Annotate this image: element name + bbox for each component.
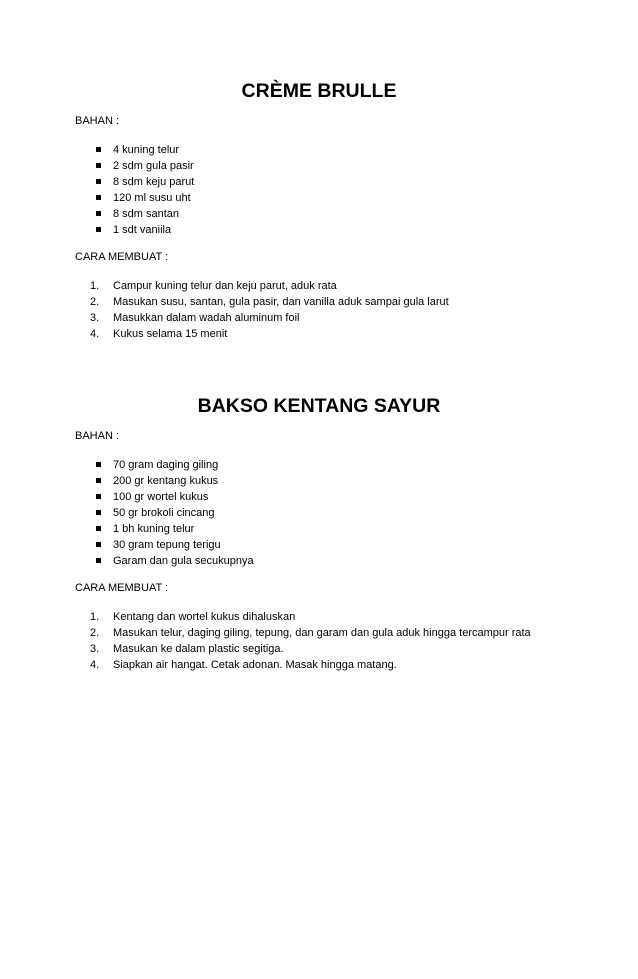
steps-label: CARA MEMBUAT :	[75, 251, 169, 263]
list-item	[75, 609, 563, 625]
bullet-icon	[96, 195, 101, 200]
list-item	[75, 278, 563, 294]
recipe-creme-brulle	[75, 78, 563, 342]
bullet-icon	[96, 558, 101, 563]
bullet-icon	[96, 510, 101, 515]
recipe-bakso-kentang-sayur	[75, 393, 563, 673]
step-text: Kukus selama 15 menit	[113, 328, 228, 340]
ingredient-text: 30 gram tepung terigu	[113, 539, 221, 551]
list-item	[75, 222, 563, 238]
ingredient-text: 120 ml susu uht	[113, 192, 191, 204]
step-number: 1.	[90, 280, 100, 292]
ingredients-list	[75, 457, 563, 569]
recipe-title: BAKSO KENTANG SAYUR	[197, 395, 441, 417]
bullet-icon	[96, 494, 101, 499]
step-number: 2.	[90, 296, 100, 308]
list-item	[75, 174, 563, 190]
ingredients-label: BAHAN :	[75, 430, 120, 442]
recipe-title: CRÈME BRULLE	[241, 80, 397, 102]
list-item	[75, 142, 563, 158]
ingredient-text: 2 sdm gula pasir	[113, 160, 194, 172]
step-text: Siapkan air hangat. Cetak adonan. Masak hingga matang.	[113, 659, 397, 671]
list-item	[75, 158, 563, 174]
list-item	[75, 521, 563, 537]
list-item	[75, 625, 563, 641]
ingredient-text: 200 gr kentang kukus	[113, 475, 219, 487]
step-number: 4.	[90, 659, 100, 671]
ingredient-text: 4 kuning telur	[113, 144, 180, 156]
step-number: 2.	[90, 627, 100, 639]
ingredient-text: 1 bh kuning telur	[113, 523, 195, 535]
list-item	[75, 310, 563, 326]
list-item	[75, 473, 563, 489]
steps-list	[75, 278, 563, 342]
step-number: 1.	[90, 611, 100, 623]
step-text: Campur kuning telur dan keju parut, aduk rata	[113, 280, 337, 292]
ingredient-text: 50 gr brokoli cincang	[113, 507, 215, 519]
ingredient-text: 70 gram daging giling	[113, 459, 219, 471]
bullet-icon	[96, 462, 101, 467]
step-text: Masukan ke dalam plastic segitiga.	[113, 643, 284, 655]
list-item	[75, 457, 563, 473]
step-text: Masukan telur, daging giling, tepung, dan garam dan gula aduk hingga tercampur rata	[113, 627, 531, 639]
bullet-icon	[96, 526, 101, 531]
ingredient-text: 8 sdm keju parut	[113, 176, 195, 188]
list-item	[75, 537, 563, 553]
ingredient-text: 8 sdm santan	[113, 208, 180, 220]
bullet-icon	[96, 179, 101, 184]
list-item	[75, 553, 563, 569]
list-item	[75, 657, 563, 673]
list-item	[75, 505, 563, 521]
steps-list	[75, 609, 563, 673]
step-text: Masukkan dalam wadah aluminum foil	[113, 312, 300, 324]
ingredient-text: Garam dan gula secukupnya	[113, 555, 254, 567]
list-item	[75, 190, 563, 206]
list-item	[75, 326, 563, 342]
step-number: 3.	[90, 643, 100, 655]
list-item	[75, 294, 563, 310]
list-item	[75, 206, 563, 222]
ingredients-list	[75, 142, 563, 238]
step-text: Masukan susu, santan, gula pasir, dan vanilla aduk sampai gula larut	[113, 296, 449, 308]
ingredient-text: 1 sdt vaniila	[113, 224, 172, 236]
bullet-icon	[96, 478, 101, 483]
list-item	[75, 641, 563, 657]
step-number: 3.	[90, 312, 100, 324]
bullet-icon	[96, 211, 101, 216]
bullet-icon	[96, 542, 101, 547]
ingredient-text: 100 gr wortel kukus	[113, 491, 209, 503]
ingredients-label: BAHAN :	[75, 115, 120, 127]
list-item	[75, 489, 563, 505]
bullet-icon	[96, 163, 101, 168]
step-number: 4.	[90, 328, 100, 340]
step-text: Kentang dan wortel kukus dihaluskan	[113, 611, 296, 623]
bullet-icon	[96, 147, 101, 152]
bullet-icon	[96, 227, 101, 232]
steps-label: CARA MEMBUAT :	[75, 582, 169, 594]
